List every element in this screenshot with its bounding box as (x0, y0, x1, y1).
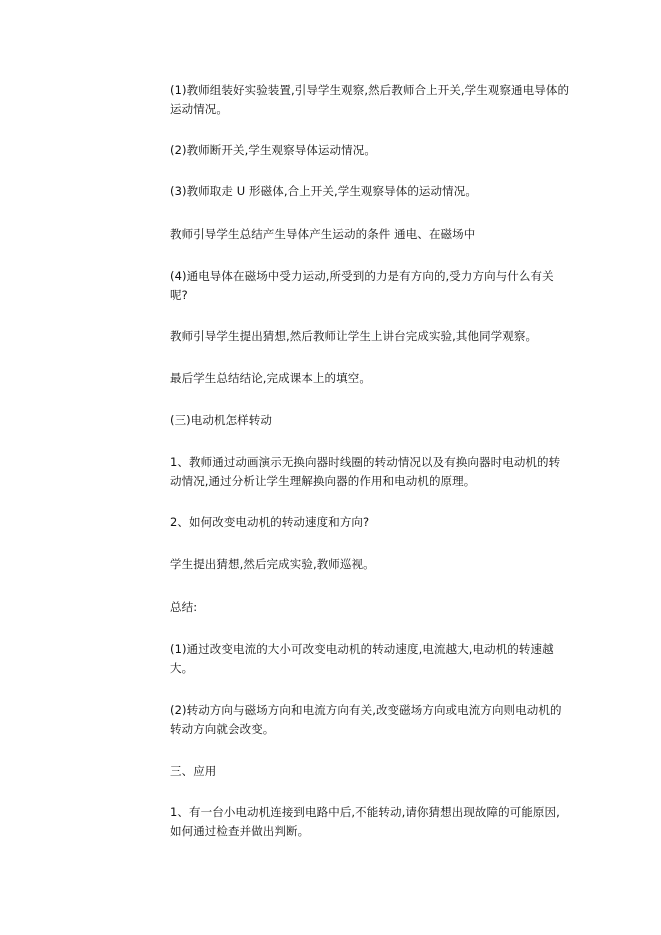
paragraph-step-4: (4)通电导体在磁场中受力运动,所受到的力是有方向的,受力方向与什么有关呢? (170, 269, 554, 302)
paragraph-animation-demo: 1、教师通过动画演示无换向器时线圈的转动情况以及有换向器时电动机的转动情况,通过分析让学生理解换向器的作用和电动机的原理。 (170, 455, 561, 488)
paragraph-summary-2: (2)转动方向与磁场方向和电流方向有关,改变磁场方向或电流方向则电动机的转动方向就会改变。 (170, 703, 562, 736)
section-heading-application: 三、应用 (170, 764, 217, 778)
paragraph-student-experiment: 学生提出猜想,然后完成实验,教师巡视。 (170, 557, 375, 571)
paragraph-guess-experiment: 教师引导学生提出猜想,然后教师让学生上讲台完成实验,其他同学观察。 (170, 329, 538, 343)
paragraph-conclusion: 最后学生总结结论,完成课本上的填空。 (170, 371, 371, 385)
paragraph-step-1: (1)教师组装好实验装置,引导学生观察,然后教师合上开关,学生观察通电导体的运动情况。 (170, 83, 570, 116)
paragraph-summary-conditions: 教师引导学生总结产生导体产生运动的条件 通电、在磁场中 (170, 227, 476, 241)
paragraph-summary-1: (1)通过改变电流的大小可改变电动机的转动速度,电流越大,电动机的转速越大。 (170, 642, 554, 675)
paragraph-change-speed-direction: 2、如何改变电动机的转动速度和方向? (170, 515, 370, 529)
paragraph-step-2: (2)教师断开关,学生观察导体运动情况。 (170, 143, 376, 157)
paragraph-step-3: (3)教师取走 U 形磁体,合上开关,学生观察导体的运动情况。 (170, 184, 477, 198)
paragraph-application-1: 1、有一台小电动机连接到电路中后,不能转动,请你猜想出现故障的可能原因,如何通过检查并做出判断。 (170, 805, 560, 838)
paragraph-summary-label: 总结: (170, 600, 198, 614)
section-heading-motor-rotation: (三)电动机怎样转动 (170, 413, 272, 427)
